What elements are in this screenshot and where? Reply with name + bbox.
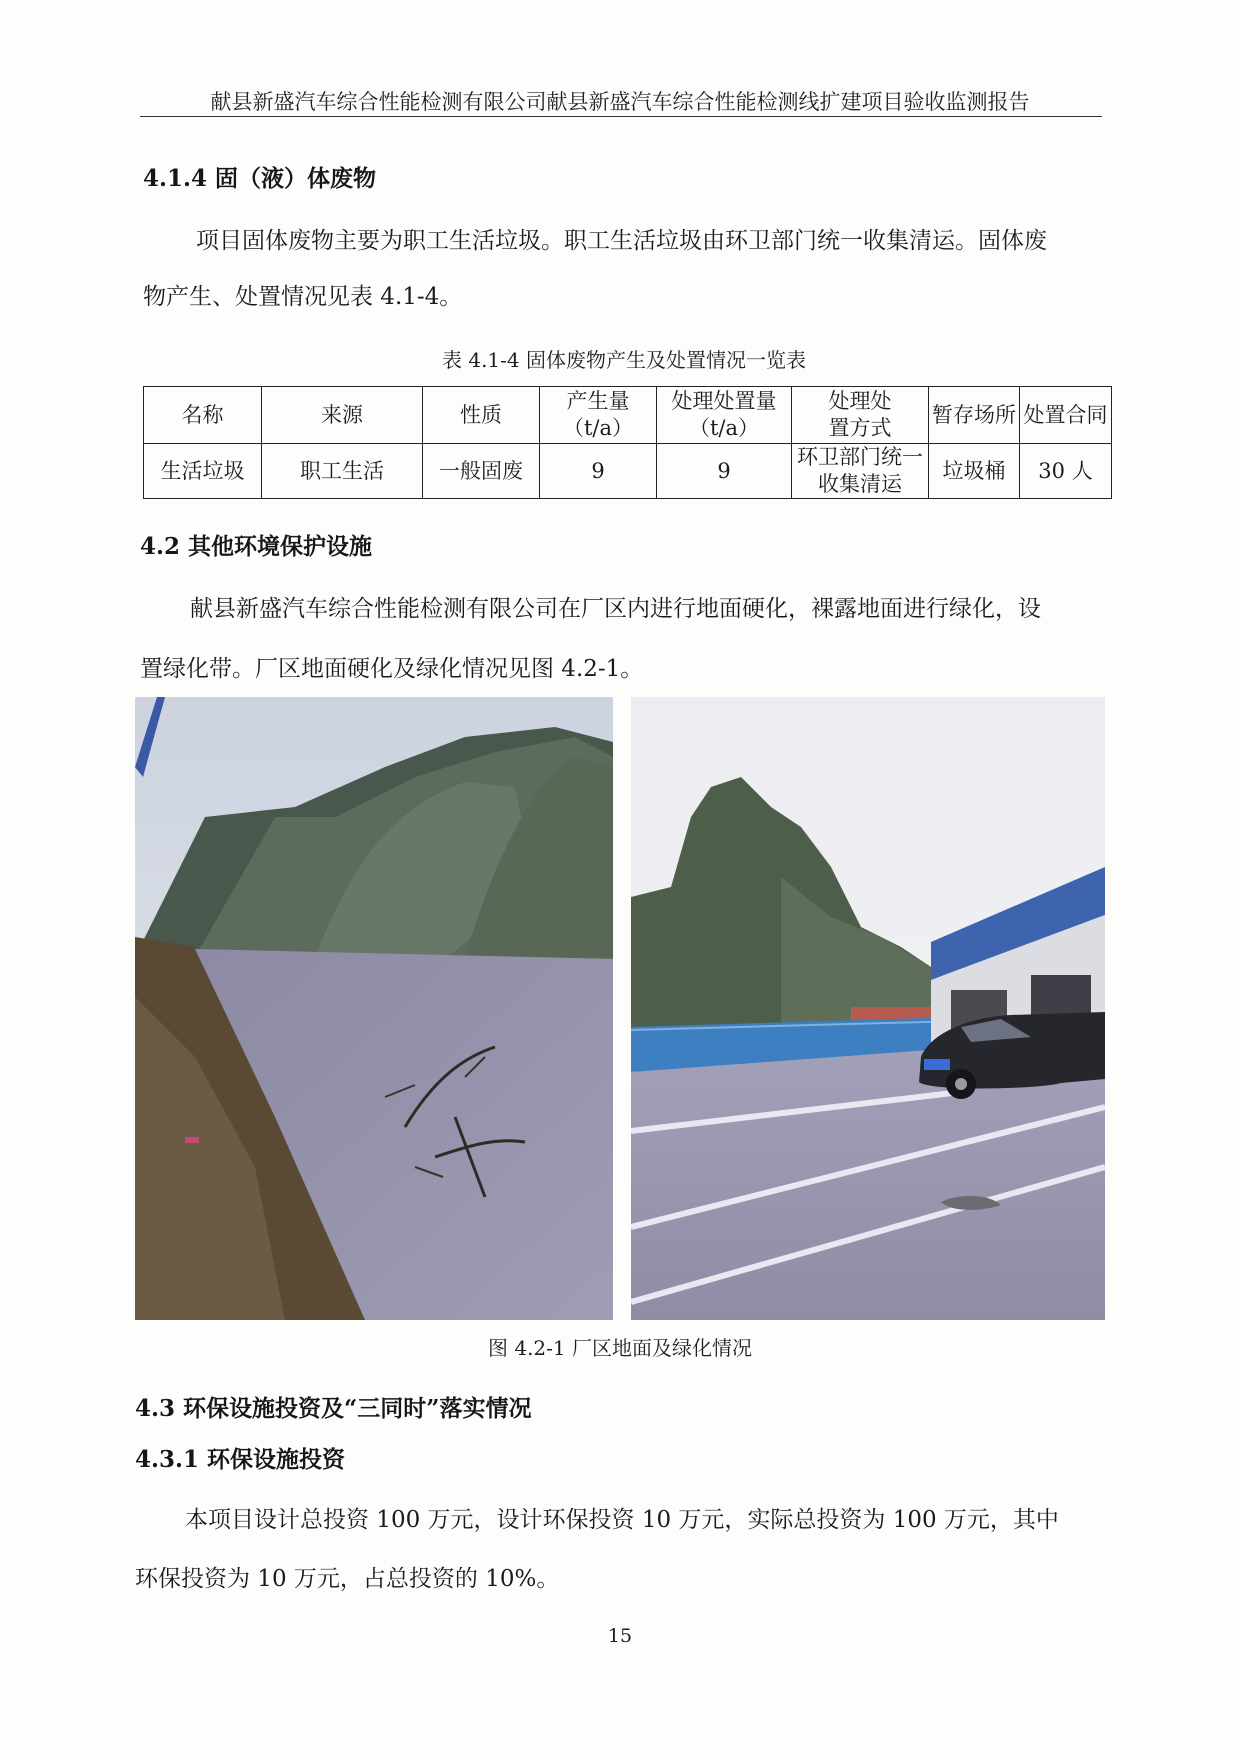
table-header-row — [144, 387, 1112, 444]
section-4-2-heading: 4.2 其他环境保护设施 — [140, 533, 373, 560]
col-header-storage: 暂存场所 — [929, 387, 1020, 444]
section-4-3-1-para-line2: 环保投资为 10 万元，占总投资的 10%。 — [135, 1566, 560, 1592]
col-header-nature: 性质 — [423, 387, 540, 444]
col-header-method-line2: 置方式 — [828, 416, 892, 440]
section-4-3-1-heading: 4.3.1 环保设施投资 — [135, 1446, 346, 1473]
col-header-output-line1: 产生量 — [566, 389, 630, 413]
cell-nature: 一般固废 — [423, 444, 540, 499]
col-header-method-line1: 处理处 — [828, 389, 892, 413]
table-4-1-4-caption: 表 4.1-4 固体废物产生及处置情况一览表 — [441, 348, 806, 372]
col-header-disposal — [657, 387, 792, 444]
figure-4-2-1-caption: 图 4.2-1 厂区地面及绿化情况 — [487, 1336, 752, 1360]
section-4-1-4-para-line2: 物产生、处置情况见表 4.1-4。 — [143, 284, 463, 310]
section-4-2-para-line1: 献县新盛汽车综合性能检测有限公司在厂区内进行地面硬化，裸露地面进行绿化，设 — [190, 596, 1041, 622]
cell-storage: 垃圾桶 — [929, 444, 1020, 499]
cell-method — [792, 444, 929, 499]
cell-name: 生活垃圾 — [144, 444, 262, 499]
cell-contract: 30 人 — [1020, 444, 1112, 499]
cell-method-line2: 收集清运 — [818, 472, 902, 496]
col-header-disposal-line1: 处理处置量 — [671, 389, 777, 413]
header-divider — [140, 116, 1102, 117]
waste-table — [143, 386, 1112, 499]
section-4-2-para-line2: 置绿化带。厂区地面硬化及绿化情况见图 4.2-1。 — [140, 656, 644, 682]
col-header-contract: 处置合同 — [1020, 387, 1112, 444]
photo-hardened-ground-workshop — [631, 697, 1105, 1320]
col-header-output-line2: （t/a） — [562, 416, 634, 440]
col-header-name: 名称 — [144, 387, 262, 444]
section-4-1-4-heading: 4.1.4 固（液）体废物 — [143, 165, 377, 192]
cell-source: 职工生活 — [262, 444, 423, 499]
report-header-title: 献县新盛汽车综合性能检测有限公司献县新盛汽车综合性能检测线扩建项目验收监测报告 — [210, 90, 1030, 114]
cell-output: 9 — [540, 444, 657, 499]
section-4-3-1-para-line1: 本项目设计总投资 100 万元，设计环保投资 10 万元，实际总投资为 100 万元，其中 — [185, 1507, 1059, 1533]
col-header-output — [540, 387, 657, 444]
col-header-disposal-line2: （t/a） — [688, 416, 760, 440]
photo-greening-willows — [135, 697, 613, 1320]
cell-disposal: 9 — [657, 444, 792, 499]
section-4-1-4-para-line1: 项目固体废物主要为职工生活垃圾。职工生活垃圾由环卫部门统一收集清运。固体废 — [196, 228, 1047, 254]
table-row — [144, 444, 1112, 499]
page-number: 15 — [607, 1625, 633, 1647]
section-4-3-heading: 4.3 环保设施投资及“三同时”落实情况 — [135, 1395, 532, 1422]
col-header-source: 来源 — [262, 387, 423, 444]
cell-method-line1: 环卫部门统一 — [797, 445, 923, 469]
col-header-method — [792, 387, 929, 444]
